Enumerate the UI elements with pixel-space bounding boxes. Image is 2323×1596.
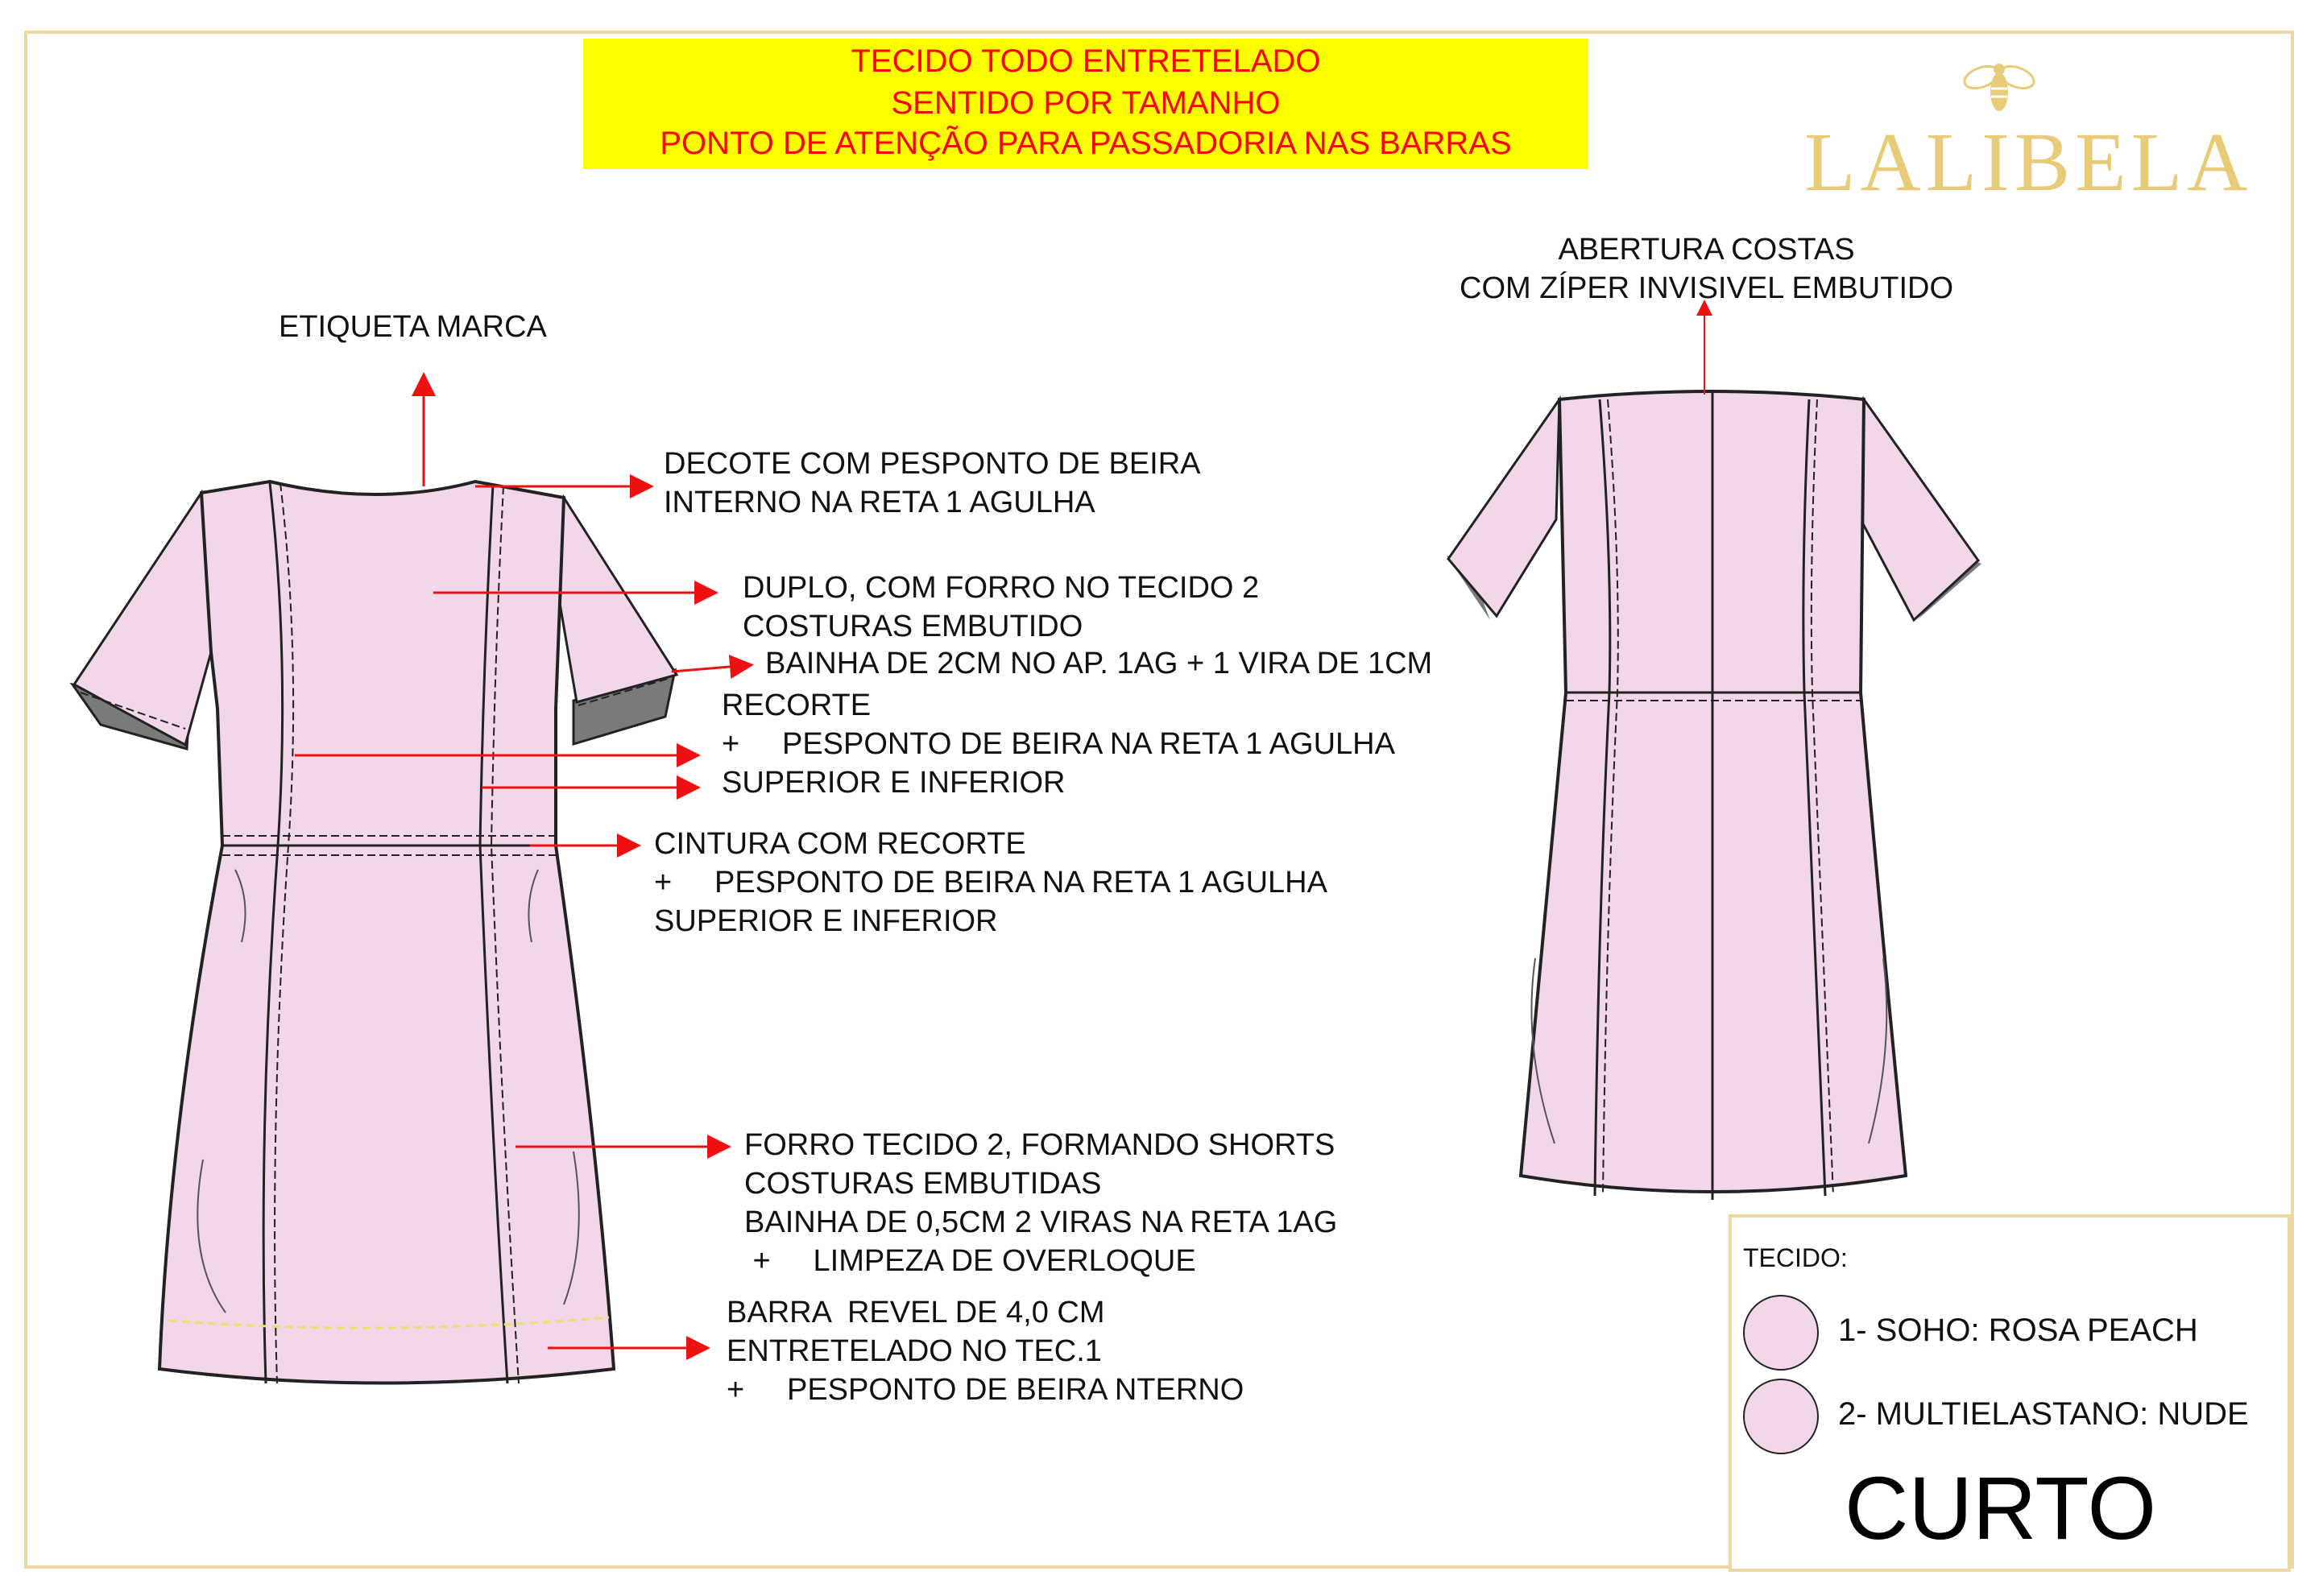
note-recorte: RECORTE + PESPONTO DE BEIRA NA RETA 1 AGULHA SUPERIOR E INFERIOR [722,688,1395,800]
back-left-sleeve [1448,399,1559,616]
front-dress [72,482,677,1383]
back-dress [1447,391,1981,1200]
fabric-swatch-2 [1743,1379,1819,1454]
brand-logo: LALIBELA [1804,116,2253,209]
note-barra: BARRA REVEL DE 4,0 CM ENTRETELADO NO TEC.1 + PESPONTO DE BEIRA NTERNO [727,1296,1244,1407]
banner-line: SENTIDO POR TAMANHO [891,85,1281,121]
note-etiqueta-marca: ETIQUETA MARCA [279,310,547,344]
note-abertura-costas: ABERTURA COSTAS COM ZÍPER INVISIVEL EMBUTIDO [1460,233,1954,305]
note-bainha-manga: BAINHA DE 2CM NO AP. 1AG + 1 VIRA DE 1CM [765,647,1433,680]
banner-line: TECIDO TODO ENTRETELADO [851,43,1321,79]
note-forro: FORRO TECIDO 2, FORMANDO SHORTS COSTURAS EMBUTIDAS BAINHA DE 0,5CM 2 VIRAS NA RETA 1AG + LIMPEZA DE OVERLOQUE [744,1128,1338,1278]
right-sleeve [556,498,677,702]
legend-item-2: 2- MULTIELASTANO: NUDE [1838,1396,2249,1432]
back-right-sleeve [1861,399,1978,620]
note-cintura: CINTURA COM RECORTE + PESPONTO DE BEIRA NA RETA 1 AGULHA SUPERIOR E INFERIOR [654,827,1327,938]
note-duplo: DUPLO, COM FORRO NO TECIDO 2 COSTURAS EMBUTIDO [743,571,1260,643]
fabric-legend [1729,1214,2291,1572]
legend-item-1: 1- SOHO: ROSA PEACH [1838,1313,2198,1348]
length-label: CURTO [1845,1459,2157,1558]
legend-title: TECIDO: [1743,1243,1848,1272]
front-body [159,482,614,1383]
note-decote: DECOTE COM PESPONTO DE BEIRA INTERNO NA RETA 1 AGULHA [664,447,1201,519]
banner-line: PONTO DE ATENÇÃO PARA PASSADORIA NAS BARRAS [660,126,1512,161]
fabric-swatch-1 [1743,1295,1819,1371]
